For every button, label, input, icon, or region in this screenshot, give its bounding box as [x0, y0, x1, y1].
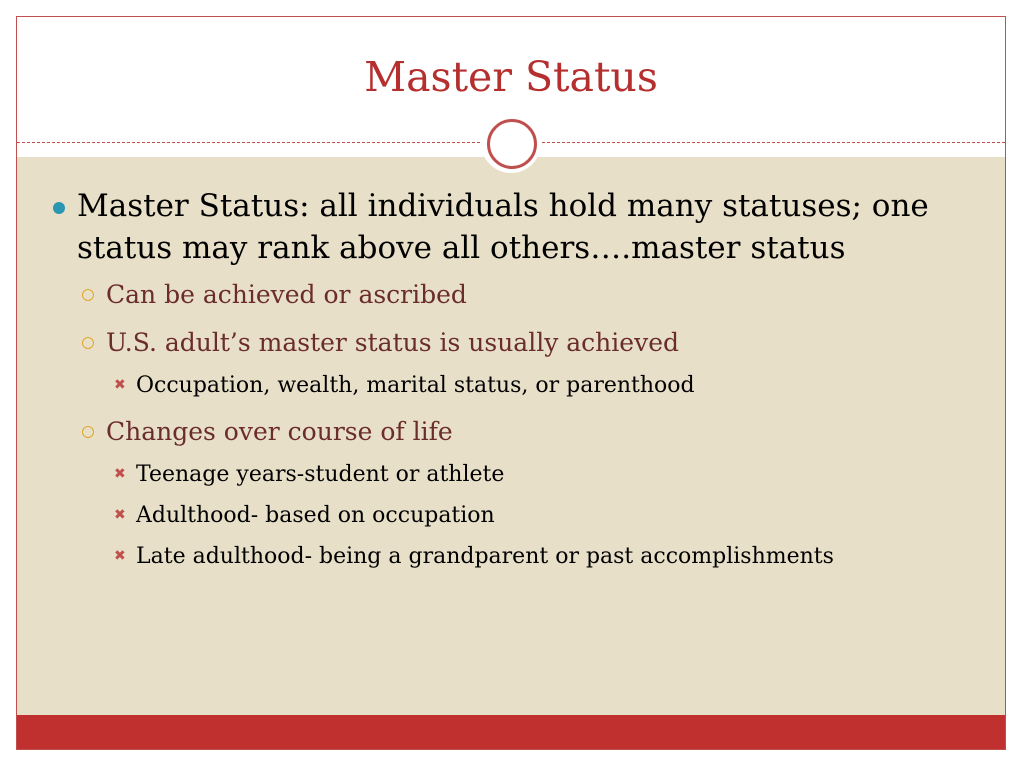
- circle-ornament-icon: [481, 113, 541, 173]
- bullet-item-level3: [51, 365, 991, 406]
- x-bullet-icon: ✖: [114, 377, 126, 393]
- bullet-text: Master Status: all individuals hold many statuses; one status may rank above all others….master status: [77, 188, 929, 266]
- ring-bullet-icon: [82, 289, 94, 301]
- slide-title: Master Status: [364, 53, 658, 101]
- bullet-text: Occupation, wealth, marital status, or parenthood: [136, 373, 695, 398]
- bullet-text: Adulthood- based on occupation: [136, 503, 495, 528]
- ring-icon: [487, 119, 537, 169]
- bullet-item-level3: [51, 454, 991, 495]
- bullet-item-level2: [51, 273, 991, 317]
- bullet-text: Teenage years-student or athlete: [136, 462, 505, 487]
- x-bullet-icon: ✖: [114, 466, 126, 482]
- ring-bullet-icon: [82, 426, 94, 438]
- bullet-text: Late adulthood- being a grandparent or past accomplishments: [136, 544, 834, 569]
- x-bullet-icon: ✖: [114, 507, 126, 523]
- ring-bullet-icon: [82, 337, 94, 349]
- bullet-text: Changes over course of life: [106, 417, 453, 446]
- bullet-item-level3: [51, 536, 991, 577]
- bullet-text: Can be achieved or ascribed: [106, 280, 467, 309]
- bullet-text: U.S. adult’s master status is usually achieved: [106, 328, 679, 357]
- dot-bullet-icon: [53, 202, 65, 214]
- footer-bar: [17, 715, 1005, 749]
- bullet-list: [51, 185, 991, 577]
- bullet-item-level2: [51, 321, 991, 365]
- slide-frame: [16, 16, 1006, 750]
- bullet-item-level2: [51, 410, 991, 454]
- bullet-item-level3: [51, 495, 991, 536]
- x-bullet-icon: ✖: [114, 548, 126, 564]
- bullet-item-level1: [51, 185, 991, 269]
